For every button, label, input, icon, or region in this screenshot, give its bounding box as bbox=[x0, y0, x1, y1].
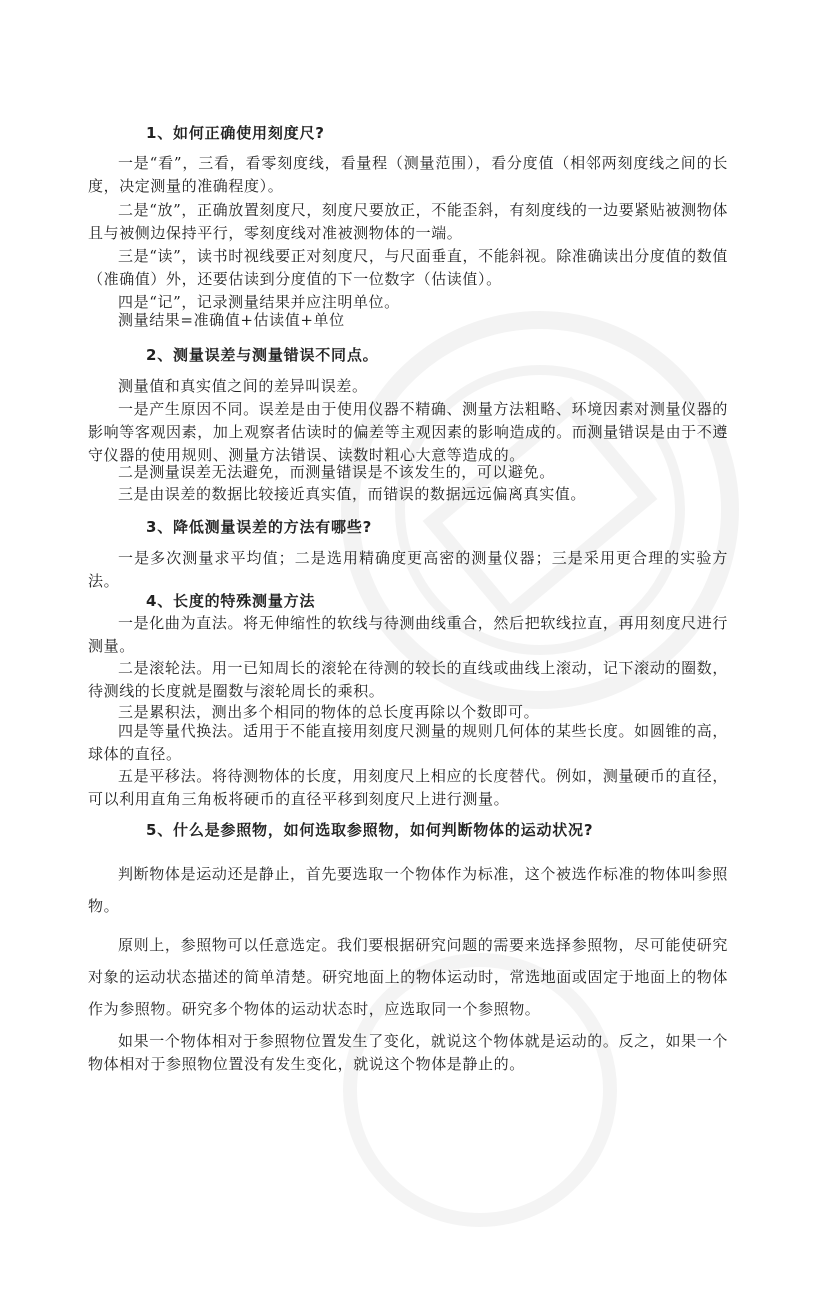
paragraph: 如果一个物体相对于参照物位置发生了变化，就说这个物体就是运动的。反之，如果一个物体相对于参照物位置没有发生变化，就说这个物体是静止的。 bbox=[88, 1032, 728, 1073]
paragraph: 四是等量代换法。适用于不能直接用刻度尺测量的规则几何体的某些长度。如圆锥的高，球体的直径。 bbox=[88, 722, 728, 763]
section-heading: 5、什么是参照物，如何选取参照物，如何判断物体的运动状况? bbox=[146, 821, 594, 839]
paragraph: 二是滚轮法。用一已知周长的滚轮在待测的较长的直线或曲线上滚动，记下滚动的圈数，待测线的长度就是圈数与滚轮周长的乘积。 bbox=[88, 659, 728, 700]
paragraph: 测量结果=准确值+估读值+单位 bbox=[118, 311, 345, 329]
section-heading: 2、测量误差与测量错误不同点。 bbox=[146, 346, 379, 364]
paragraph: 三是由误差的数据比较接近真实值，而错误的数据远远偏离真实值。 bbox=[118, 485, 587, 503]
paragraph: 三是累积法，测出多个相同的物体的总长度再除以个数即可。 bbox=[118, 703, 540, 721]
paragraph: 二是测量误差无法避免，而测量错误是不该发生的，可以避免。 bbox=[118, 463, 555, 481]
paragraph: 一是产生原因不同。误差是由于使用仪器不精确、测量方法粗略、环境因素对测量仪器的影响等客观因素，加上观察者估读时的偏差等主观因素的影响造成的。而测量错误是由于不遵守仪器的使用规则、测量方法错误、读数时粗心大意等造成的。 bbox=[88, 400, 728, 464]
section-heading: 3、降低测量误差的方法有哪些? bbox=[146, 518, 373, 536]
paragraph: 一是多次测量求平均值；二是选用精确度更高密的测量仪器；三是采用更合理的实验方法。 bbox=[88, 549, 728, 590]
paragraph: 一是化曲为直法。将无伸缩性的软线与待测曲线重合，然后把软线拉直，再用刻度尺进行测量。 bbox=[88, 614, 728, 655]
paragraph: 判断物体是运动还是静止，首先要选取一个物体作为标准，这个被选作标准的物体叫参照物。 bbox=[88, 865, 728, 915]
paragraph: 原则上，参照物可以任意选定。我们要根据研究问题的需要来选择参照物，尽可能使研究对象的运动状态描述的简单清楚。研究地面上的物体运动时，常选地面或固定于地面上的物体作为参照物。研究多个物体的运动状态时，应选取同一个参照物。 bbox=[88, 936, 728, 1018]
paragraph: 二是“放”，正确放置刻度尺，刻度尺要放正，不能歪斜，有刻度线的一边要紧贴被测物体且与被侧边保持平行，零刻度线对准被测物体的一端。 bbox=[88, 201, 728, 242]
section-heading: 1、如何正确使用刻度尺? bbox=[146, 124, 325, 142]
paragraph: 测量值和真实值之间的差异叫误差。 bbox=[118, 377, 368, 395]
section-heading: 4、长度的特殊测量方法 bbox=[146, 592, 316, 610]
paragraph: 一是“看”，三看，看零刻度线，看量程（测量范围），看分度值（相邻两刻度线之间的长度，决定测量的准确程度）。 bbox=[88, 154, 728, 195]
paragraph: 五是平移法。将待测物体的长度，用刻度尺上相应的长度替代。例如，测量硬币的直径，可以利用直角三角板将硬币的直径平移到刻度尺上进行测量。 bbox=[88, 767, 728, 808]
paragraph: 三是“读”，读书时视线要正对刻度尺，与尺面垂直，不能斜视。除准确读出分度值的数值（准确值）外，还要估读到分度值的下一位数字（估读值）。 bbox=[88, 247, 728, 288]
paragraph: 四是“记”，记录测量结果并应注明单位。 bbox=[118, 293, 400, 311]
